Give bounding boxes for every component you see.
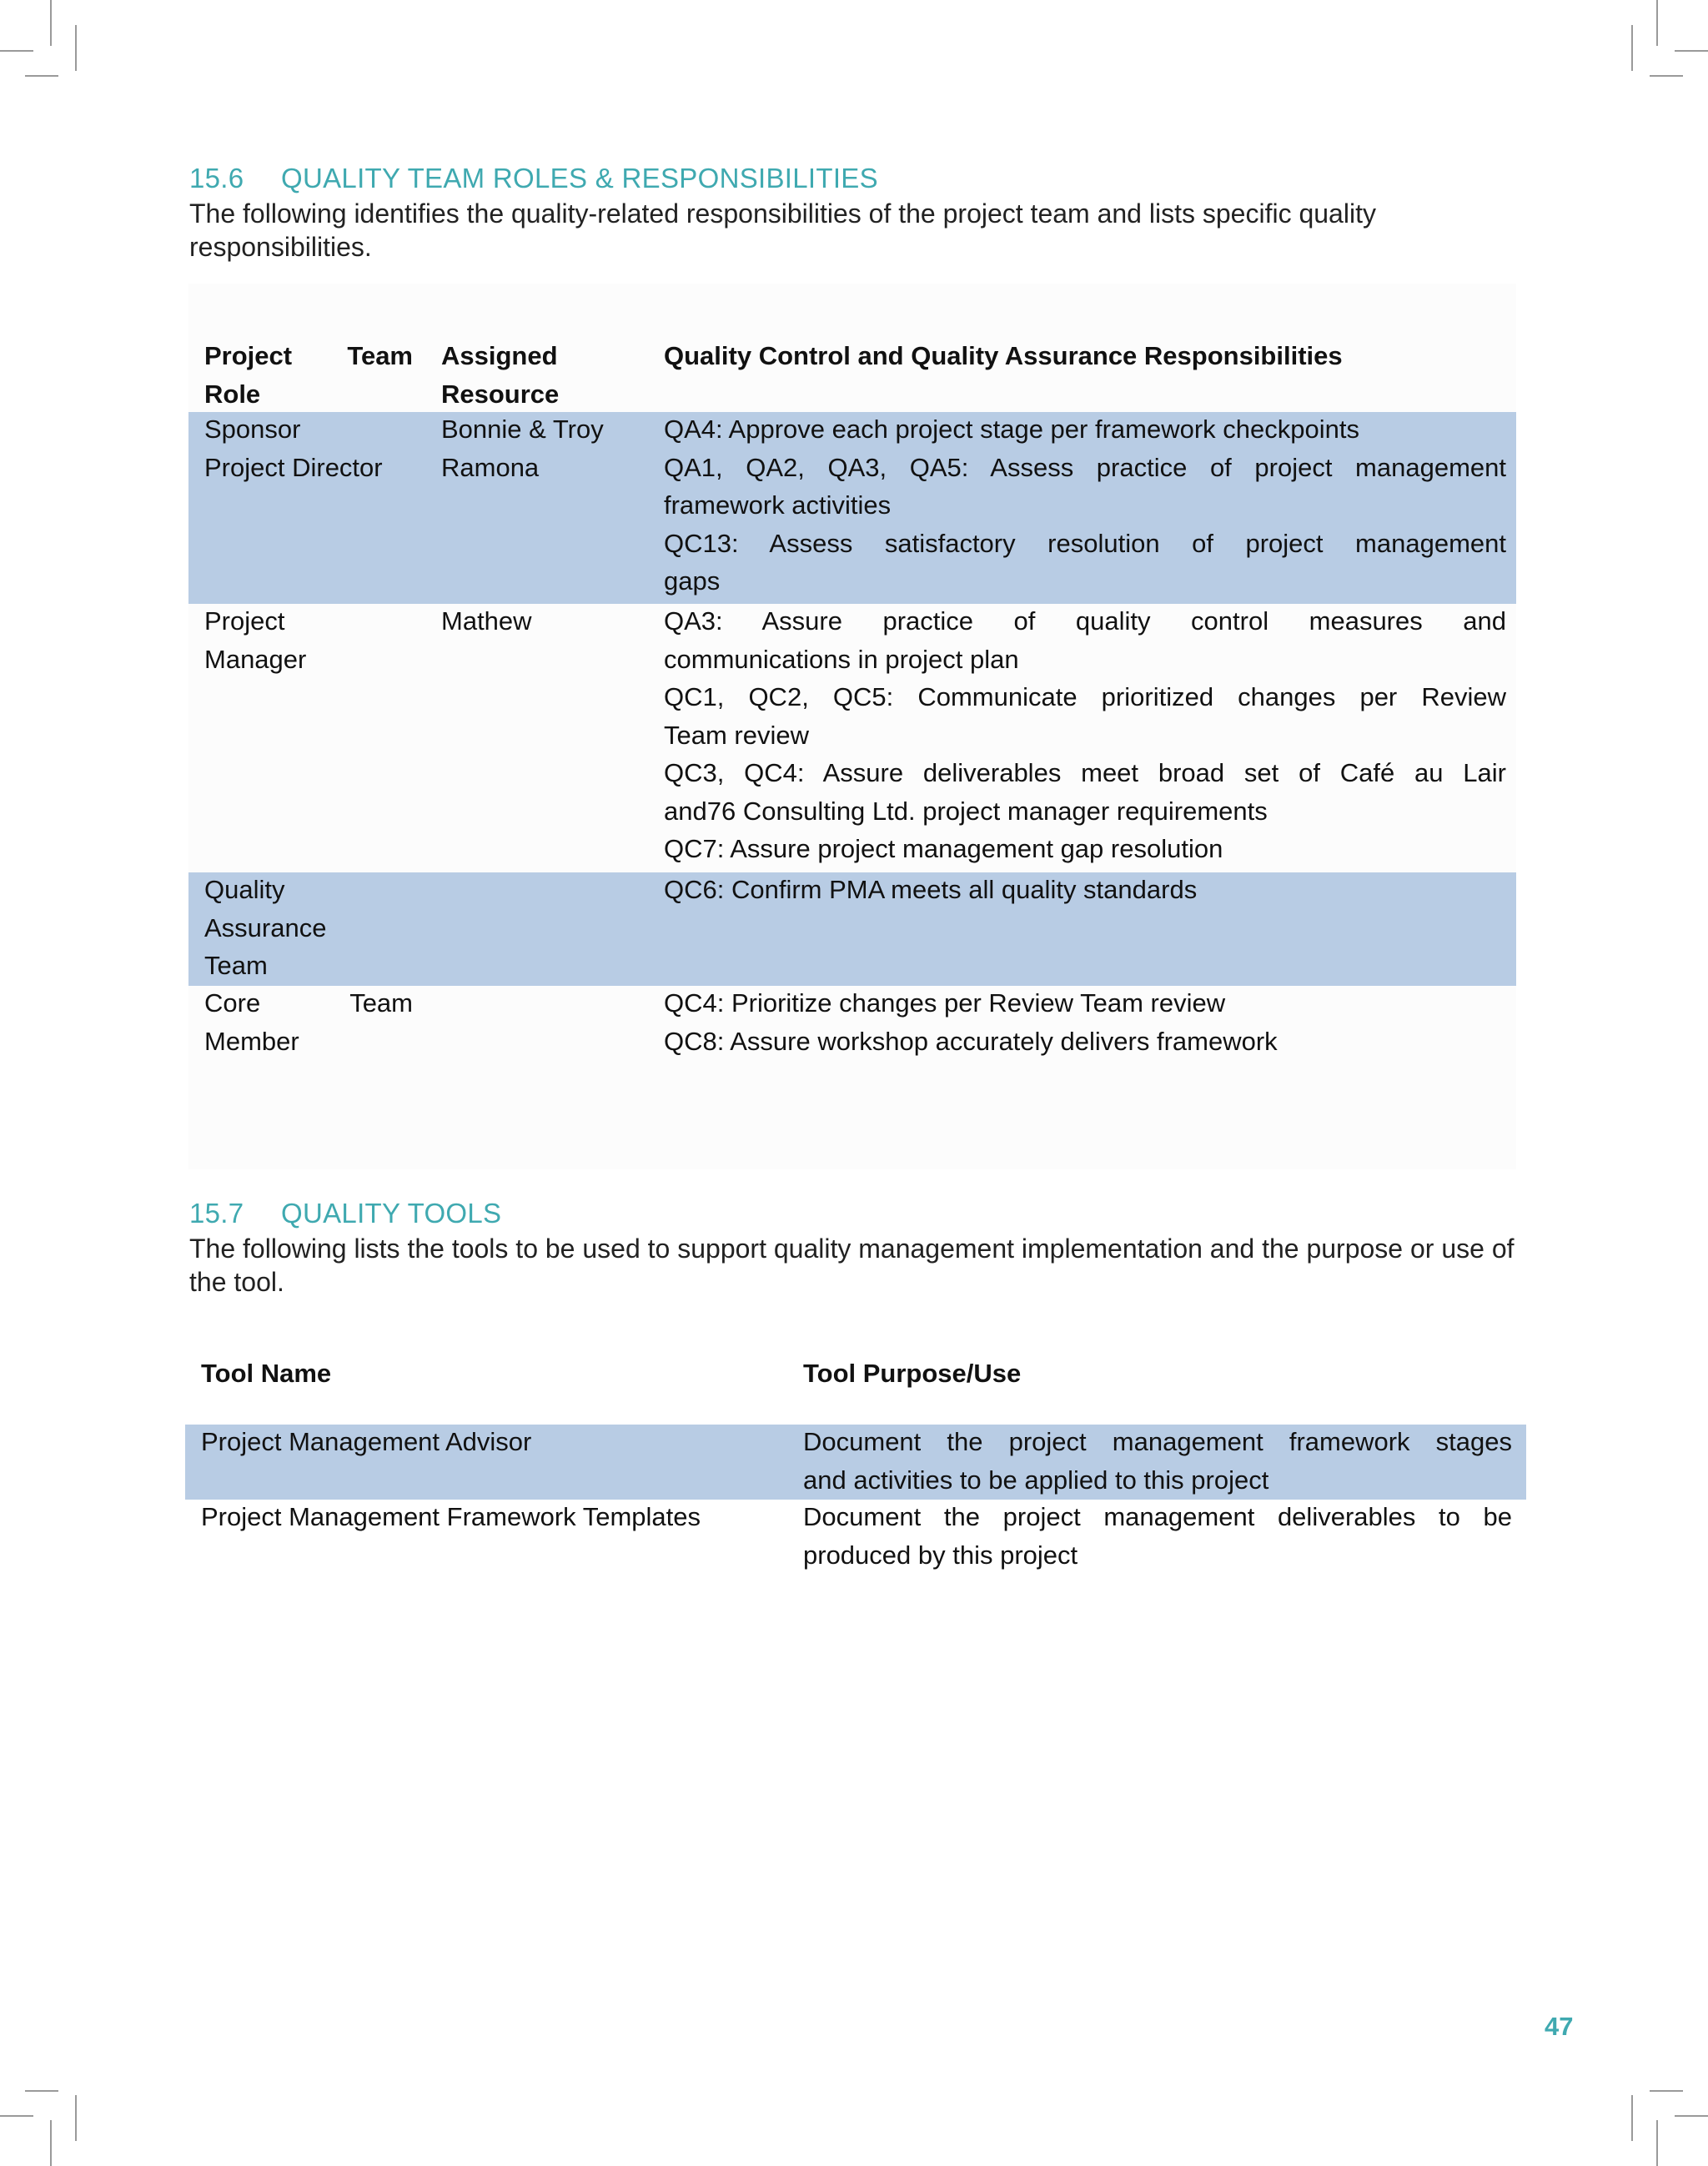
purpose-line: Document the project management deliverables to be: [803, 1502, 1512, 1531]
resource-cell: [441, 410, 650, 486]
responsibilities-cell: [664, 410, 1506, 601]
tool-name-cell: Project Management Framework Templates: [201, 1502, 701, 1531]
crop-mark: [50, 0, 52, 46]
responsibility-line: QC3, QC4: Assure deliverables meet broad set of Café au Lair: [664, 758, 1506, 787]
crop-mark: [1650, 2090, 1683, 2092]
crop-mark: [1650, 75, 1683, 77]
table-row: [185, 1500, 1526, 1580]
table-row: [188, 412, 1516, 604]
section-heading-tools: [189, 1198, 501, 1229]
responsibility-line: and76 Consulting Ltd. project manager requirements: [664, 796, 1268, 826]
role-cell: [204, 984, 413, 1060]
crop-mark: [0, 2115, 33, 2117]
crop-mark: [1656, 2120, 1658, 2166]
purpose-line: and activities to be applied to this project: [803, 1465, 1269, 1495]
section-intro-tools: The following lists the tools to be used to support quality management implementation and the purpose or use of the tool.: [189, 1234, 1515, 1297]
responsibility-line: gaps: [664, 566, 721, 596]
header-responsibilities: Quality Control and Quality Assurance Responsibilities: [664, 341, 1343, 370]
section-number: 15.6: [189, 163, 244, 193]
role-line: Sponsor: [204, 415, 301, 444]
crop-mark: [1675, 2115, 1708, 2117]
header-tool-purpose: Tool Purpose/Use: [803, 1359, 1022, 1388]
responsibility-line: QA1, QA2, QA3, QA5: Assess practice of project management: [664, 452, 1506, 482]
role-word: Team: [349, 988, 413, 1018]
responsibility-line: QA3: Assure practice of quality control measures and: [664, 606, 1506, 636]
section-intro-roles: The following identifies the quality-related responsibilities of the project team and lists specific quality responsibilities.: [189, 199, 1376, 262]
roles-table: [188, 284, 1516, 1169]
role-line: Project Director: [204, 452, 383, 482]
responsibility-line: QC6: Confirm PMA meets all quality standards: [664, 875, 1198, 904]
tools-table: [185, 1343, 1526, 1585]
role-cell: [204, 602, 430, 678]
responsibility-line: framework activities: [664, 490, 892, 520]
crop-mark: [1656, 0, 1658, 46]
responsibility-line: QC13: Assess satisfactory resolution of project management: [664, 528, 1506, 558]
responsibilities-cell: [664, 984, 1506, 1060]
table-header-row: [188, 334, 1516, 414]
table-row: [188, 872, 1516, 986]
role-cell: [204, 410, 430, 486]
crop-mark: [1675, 50, 1708, 52]
table-row: [185, 1425, 1526, 1500]
crop-mark: [25, 2090, 58, 2092]
section-heading-roles: [189, 163, 878, 194]
crop-mark: [1631, 25, 1633, 71]
resource-line: Mathew: [441, 606, 532, 636]
header-tool-name: Tool Name: [201, 1359, 332, 1388]
responsibilities-cell: [664, 871, 1506, 909]
header-role-word: Team: [347, 341, 413, 370]
purpose-line: produced by this project: [803, 1540, 1078, 1570]
responsibility-line: QC4: Prioritize changes per Review Team review: [664, 988, 1226, 1018]
crop-mark: [0, 50, 33, 52]
role-line: Project: [204, 606, 285, 636]
crop-mark: [25, 75, 58, 77]
responsibilities-cell: [664, 602, 1506, 868]
responsibility-line: communications in project plan: [664, 644, 1019, 674]
role-line: Assurance: [204, 912, 327, 942]
resource-line: Ramona: [441, 452, 540, 482]
section-number: 15.7: [189, 1198, 244, 1229]
responsibility-line: Team review: [664, 720, 809, 750]
role-word: Core: [204, 988, 261, 1018]
header-role-line: Role: [204, 379, 261, 409]
role-line: Team: [204, 951, 268, 980]
header-resource: [441, 337, 641, 413]
role-line: Quality: [204, 875, 285, 904]
responsibility-line: QA4: Approve each project stage per framework checkpoints: [664, 415, 1359, 444]
role-line: Manager: [204, 644, 307, 674]
crop-mark: [75, 2095, 77, 2141]
role-line: Member: [204, 1026, 299, 1056]
section-title: QUALITY TEAM ROLES & RESPONSIBILITIES: [281, 163, 878, 193]
header-role-word: Project: [204, 341, 293, 370]
crop-mark: [50, 2120, 52, 2166]
responsibility-line: QC8: Assure workshop accurately delivers framework: [664, 1026, 1278, 1056]
page-number: 47: [1545, 2012, 1574, 2041]
responsibility-line: QC7: Assure project management gap resolution: [664, 834, 1223, 863]
header-resource-line: Assigned: [441, 341, 558, 370]
purpose-line: Document the project management framework stages: [803, 1427, 1512, 1456]
tool-purpose-cell: [803, 1498, 1512, 1574]
tool-purpose-cell: [803, 1423, 1512, 1499]
crop-mark: [1631, 2095, 1633, 2141]
tool-name-cell: Project Management Advisor: [201, 1427, 532, 1456]
resource-cell: [441, 602, 650, 641]
section-title: QUALITY TOOLS: [281, 1198, 502, 1229]
header-role: [204, 337, 413, 413]
table-header-row: [185, 1343, 1526, 1423]
table-row: [188, 986, 1516, 1069]
responsibility-line: QC1, QC2, QC5: Communicate prioritized changes per Review: [664, 682, 1506, 711]
role-cell: [204, 871, 430, 985]
resource-line: Bonnie & Troy: [441, 415, 604, 444]
table-row: [188, 604, 1516, 872]
crop-mark: [75, 25, 77, 71]
header-resource-line: Resource: [441, 379, 560, 409]
